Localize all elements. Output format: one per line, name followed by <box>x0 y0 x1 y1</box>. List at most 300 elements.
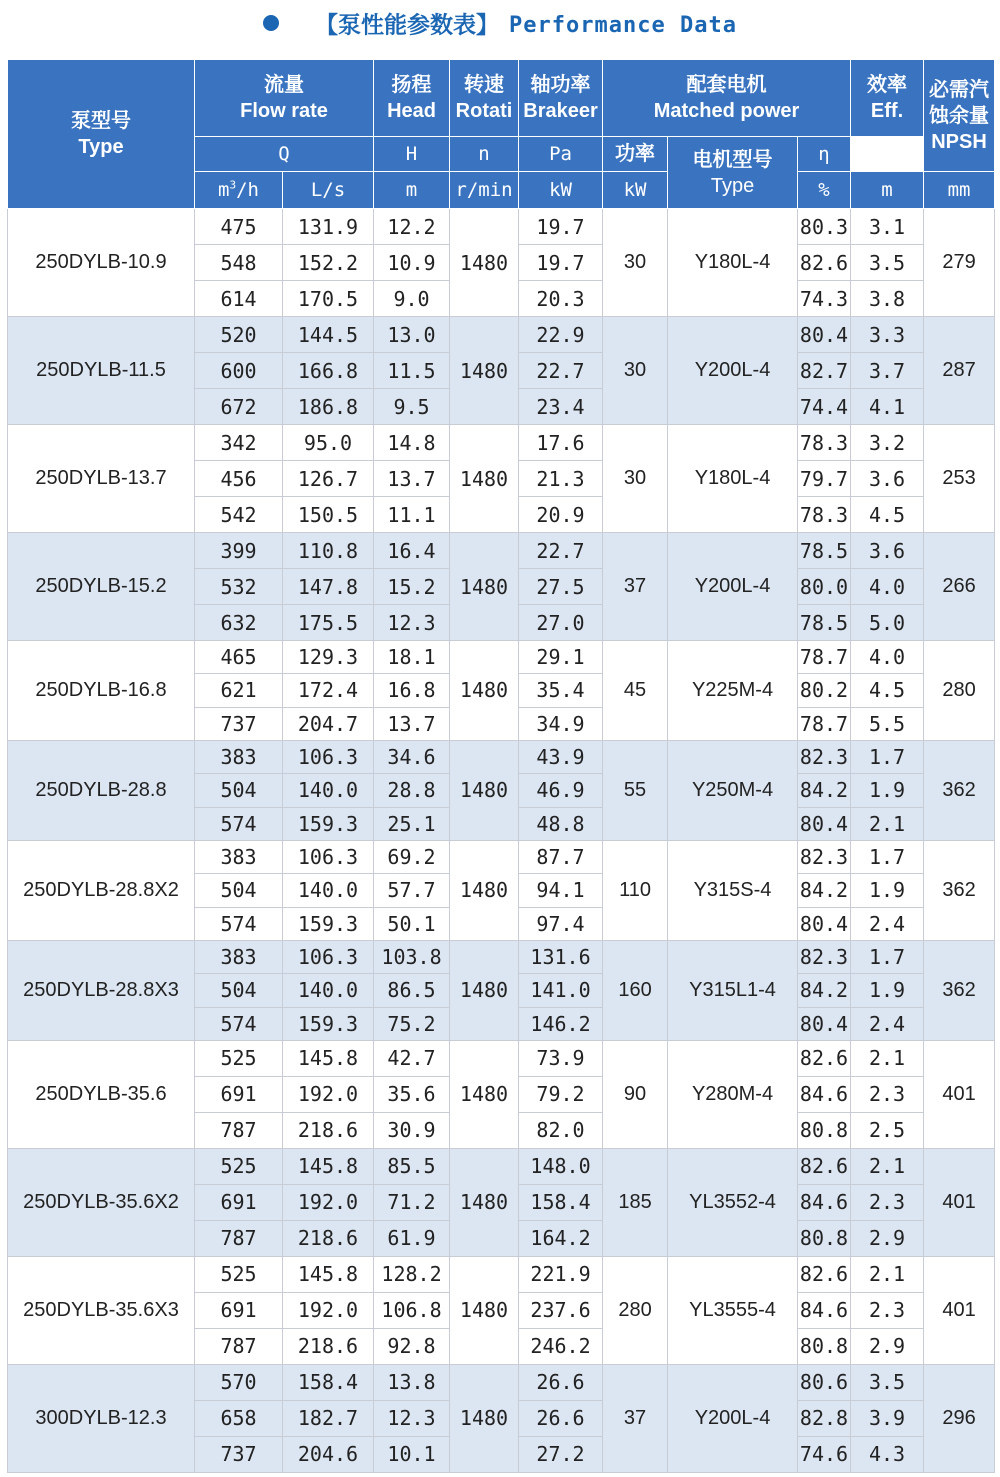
bullet-dot-icon <box>263 15 279 31</box>
flow-ls-cell: 129.3 <box>283 641 374 674</box>
npsh-cell: 5.0 <box>851 605 924 641</box>
efficiency-cell: 84.2 <box>798 874 851 907</box>
speed-cell: 1480 <box>450 840 519 940</box>
speed-cell: 1480 <box>450 1148 519 1256</box>
header-shaft-power: 轴功率 Brakeer <box>519 60 603 137</box>
table-row <box>8 740 995 773</box>
efficiency-cell: 74.3 <box>798 281 851 317</box>
flow-m3h-cell: 548 <box>195 245 283 281</box>
speed-cell: 1480 <box>450 1364 519 1472</box>
flow-ls-cell: 170.5 <box>283 281 374 317</box>
speed-cell: 1480 <box>450 317 519 425</box>
efficiency-cell: 82.6 <box>798 245 851 281</box>
shaft-power-cell: 19.7 <box>519 245 603 281</box>
header-unit-eff: % <box>798 172 851 209</box>
flow-ls-cell: 144.5 <box>283 317 374 353</box>
efficiency-cell: 82.8 <box>798 1400 851 1436</box>
shaft-power-cell: 26.6 <box>519 1400 603 1436</box>
flow-m3h-cell: 465 <box>195 641 283 674</box>
npsh-cell: 2.1 <box>851 1148 924 1184</box>
flow-ls-cell: 192.0 <box>283 1184 374 1220</box>
table-row <box>8 1364 995 1400</box>
flow-m3h-cell: 600 <box>195 353 283 389</box>
shaft-power-cell: 48.8 <box>519 807 603 840</box>
shaft-power-cell: 26.6 <box>519 1364 603 1400</box>
shaft-power-cell: 97.4 <box>519 907 603 940</box>
flow-ls-cell: 218.6 <box>283 1328 374 1364</box>
flow-ls-cell: 166.8 <box>283 353 374 389</box>
motor-power-cell: 280 <box>603 1256 668 1364</box>
header-power-label: 功率 <box>603 137 668 172</box>
pump-model: 250DYLB-35.6X3 <box>8 1256 195 1364</box>
motor-type-cell: Y180L-4 <box>668 209 798 317</box>
flow-ls-cell: 218.6 <box>283 1112 374 1148</box>
table-row <box>8 940 995 973</box>
flow-ls-cell: 192.0 <box>283 1292 374 1328</box>
shaft-power-cell: 22.7 <box>519 353 603 389</box>
table-header <box>8 60 995 209</box>
flow-ls-cell: 159.3 <box>283 1007 374 1040</box>
head-cell: 13.0 <box>374 317 450 353</box>
flow-m3h-cell: 672 <box>195 389 283 425</box>
header-speed: 转速 Rotati <box>450 60 519 137</box>
flow-ls-cell: 204.6 <box>283 1436 374 1472</box>
table-row <box>8 1040 995 1076</box>
npsh-cell: 2.1 <box>851 1040 924 1076</box>
flow-m3h-cell: 475 <box>195 209 283 245</box>
npsh-cell: 3.9 <box>851 1400 924 1436</box>
flow-ls-cell: 150.5 <box>283 497 374 533</box>
head-cell: 85.5 <box>374 1148 450 1184</box>
table-row <box>8 1148 995 1184</box>
flow-m3h-cell: 787 <box>195 1328 283 1364</box>
npsh-cell: 1.7 <box>851 740 924 773</box>
flow-ls-cell: 126.7 <box>283 461 374 497</box>
shaft-power-cell: 27.2 <box>519 1436 603 1472</box>
npsh-cell: 3.6 <box>851 461 924 497</box>
motor-type-cell: Y315S-4 <box>668 840 798 940</box>
pump-group <box>8 1040 995 1148</box>
efficiency-cell: 80.6 <box>798 1364 851 1400</box>
shaft-power-cell: 73.9 <box>519 1040 603 1076</box>
flow-m3h-cell: 383 <box>195 940 283 973</box>
head-cell: 11.1 <box>374 497 450 533</box>
motor-type-cell: Y180L-4 <box>668 425 798 533</box>
impeller-cell: 279 <box>924 209 995 317</box>
header-motor-type: 电机型号 Type <box>668 137 798 209</box>
head-cell: 10.9 <box>374 245 450 281</box>
flow-ls-cell: 186.8 <box>283 389 374 425</box>
efficiency-cell: 74.4 <box>798 389 851 425</box>
pump-group <box>8 425 995 533</box>
npsh-cell: 3.6 <box>851 533 924 569</box>
efficiency-cell: 78.7 <box>798 641 851 674</box>
motor-type-cell: Y225M-4 <box>668 641 798 741</box>
pump-model: 250DYLB-28.8X2 <box>8 840 195 940</box>
flow-m3h-cell: 520 <box>195 317 283 353</box>
header-eff-symbol: η <box>798 137 851 172</box>
flow-m3h-cell: 383 <box>195 740 283 773</box>
efficiency-cell: 82.3 <box>798 840 851 873</box>
head-cell: 13.8 <box>374 1364 450 1400</box>
shaft-power-cell: 19.7 <box>519 209 603 245</box>
npsh-cell: 1.9 <box>851 774 924 807</box>
motor-power-cell: 110 <box>603 840 668 940</box>
header-unit-ls: L/s <box>283 172 374 209</box>
header-unit-power: kW <box>603 172 668 209</box>
efficiency-cell: 84.2 <box>798 974 851 1007</box>
motor-type-cell: YL3552-4 <box>668 1148 798 1256</box>
flow-ls-cell: 106.3 <box>283 740 374 773</box>
pump-group <box>8 317 995 425</box>
flow-m3h-cell: 574 <box>195 1007 283 1040</box>
flow-m3h-cell: 525 <box>195 1040 283 1076</box>
head-cell: 50.1 <box>374 907 450 940</box>
flow-ls-cell: 159.3 <box>283 907 374 940</box>
flow-ls-cell: 159.3 <box>283 807 374 840</box>
flow-m3h-cell: 383 <box>195 840 283 873</box>
npsh-cell: 3.7 <box>851 353 924 389</box>
npsh-cell: 2.5 <box>851 1112 924 1148</box>
efficiency-cell: 79.7 <box>798 461 851 497</box>
npsh-cell: 4.5 <box>851 497 924 533</box>
npsh-cell: 1.9 <box>851 974 924 1007</box>
table-row <box>8 209 995 245</box>
head-cell: 13.7 <box>374 707 450 740</box>
flow-ls-cell: 147.8 <box>283 569 374 605</box>
speed-cell: 1480 <box>450 1040 519 1148</box>
head-cell: 103.8 <box>374 940 450 973</box>
impeller-cell: 401 <box>924 1256 995 1364</box>
motor-type-cell: YL3555-4 <box>668 1256 798 1364</box>
flow-m3h-cell: 456 <box>195 461 283 497</box>
flow-m3h-cell: 504 <box>195 774 283 807</box>
flow-ls-cell: 192.0 <box>283 1076 374 1112</box>
shaft-power-cell: 46.9 <box>519 774 603 807</box>
impeller-cell: 362 <box>924 840 995 940</box>
npsh-cell: 1.7 <box>851 840 924 873</box>
flow-m3h-cell: 691 <box>195 1076 283 1112</box>
npsh-cell: 4.3 <box>851 1436 924 1472</box>
flow-m3h-cell: 570 <box>195 1364 283 1400</box>
shaft-power-cell: 146.2 <box>519 1007 603 1040</box>
flow-ls-cell: 110.8 <box>283 533 374 569</box>
flow-m3h-cell: 691 <box>195 1292 283 1328</box>
npsh-cell: 4.0 <box>851 569 924 605</box>
pump-group <box>8 641 995 741</box>
motor-type-cell: Y250M-4 <box>668 740 798 840</box>
impeller-cell: 253 <box>924 425 995 533</box>
performance-table <box>7 59 995 1473</box>
efficiency-cell: 80.8 <box>798 1328 851 1364</box>
pump-group <box>8 740 995 840</box>
head-cell: 71.2 <box>374 1184 450 1220</box>
header-unit-npsh: m <box>851 172 924 209</box>
motor-power-cell: 30 <box>603 209 668 317</box>
table-row <box>8 317 995 353</box>
npsh-cell: 2.9 <box>851 1220 924 1256</box>
header-flow: 流量 Flow rate <box>195 60 374 137</box>
flow-ls-cell: 145.8 <box>283 1148 374 1184</box>
speed-cell: 1480 <box>450 740 519 840</box>
table-row <box>8 641 995 674</box>
shaft-power-cell: 23.4 <box>519 389 603 425</box>
shaft-power-cell: 141.0 <box>519 974 603 1007</box>
pump-model: 250DYLB-13.7 <box>8 425 195 533</box>
shaft-power-cell: 43.9 <box>519 740 603 773</box>
head-cell: 128.2 <box>374 1256 450 1292</box>
shaft-power-cell: 27.5 <box>519 569 603 605</box>
head-cell: 11.5 <box>374 353 450 389</box>
pump-group <box>8 940 995 1040</box>
impeller-cell: 266 <box>924 533 995 641</box>
efficiency-cell: 82.7 <box>798 353 851 389</box>
npsh-cell: 2.3 <box>851 1292 924 1328</box>
head-cell: 13.7 <box>374 461 450 497</box>
impeller-cell: 401 <box>924 1148 995 1256</box>
speed-cell: 1480 <box>450 641 519 741</box>
flow-m3h-cell: 542 <box>195 497 283 533</box>
header-npsh: 必需汽 蚀余量 NPSH <box>924 60 995 172</box>
head-cell: 16.4 <box>374 533 450 569</box>
npsh-cell: 3.5 <box>851 1364 924 1400</box>
speed-cell: 1480 <box>450 1256 519 1364</box>
efficiency-cell: 78.5 <box>798 533 851 569</box>
efficiency-cell: 80.4 <box>798 907 851 940</box>
shaft-power-cell: 221.9 <box>519 1256 603 1292</box>
pump-model: 250DYLB-10.9 <box>8 209 195 317</box>
flow-ls-cell: 175.5 <box>283 605 374 641</box>
flow-m3h-cell: 504 <box>195 974 283 1007</box>
shaft-power-cell: 131.6 <box>519 940 603 973</box>
table-row <box>8 840 995 873</box>
shaft-power-cell: 21.3 <box>519 461 603 497</box>
npsh-cell: 3.1 <box>851 209 924 245</box>
pump-group <box>8 1148 995 1256</box>
head-cell: 69.2 <box>374 840 450 873</box>
speed-cell: 1480 <box>450 425 519 533</box>
motor-power-cell: 30 <box>603 425 668 533</box>
efficiency-cell: 78.3 <box>798 497 851 533</box>
efficiency-cell: 80.3 <box>798 209 851 245</box>
flow-ls-cell: 106.3 <box>283 840 374 873</box>
flow-ls-cell: 172.4 <box>283 674 374 707</box>
flow-m3h-cell: 574 <box>195 907 283 940</box>
flow-m3h-cell: 574 <box>195 807 283 840</box>
npsh-cell: 2.1 <box>851 1256 924 1292</box>
impeller-cell: 401 <box>924 1040 995 1148</box>
head-cell: 35.6 <box>374 1076 450 1112</box>
title-en: Performance Data <box>509 12 737 38</box>
page-title <box>0 0 1000 56</box>
shaft-power-cell: 20.9 <box>519 497 603 533</box>
header-flow-symbol: Q <box>195 137 374 172</box>
pump-model: 300DYLB-12.3 <box>8 1364 195 1472</box>
table-row <box>8 533 995 569</box>
pump-group <box>8 209 995 317</box>
motor-type-cell: Y200L-4 <box>668 1364 798 1472</box>
flow-m3h-cell: 787 <box>195 1220 283 1256</box>
pump-model: 250DYLB-28.8X3 <box>8 940 195 1040</box>
pump-group <box>8 533 995 641</box>
npsh-cell: 3.2 <box>851 425 924 461</box>
motor-type-cell: Y200L-4 <box>668 317 798 425</box>
head-cell: 75.2 <box>374 1007 450 1040</box>
flow-ls-cell: 106.3 <box>283 940 374 973</box>
head-cell: 18.1 <box>374 641 450 674</box>
motor-power-cell: 45 <box>603 641 668 741</box>
shaft-power-cell: 22.9 <box>519 317 603 353</box>
header-unit-shaft: kW <box>519 172 603 209</box>
shaft-power-cell: 158.4 <box>519 1184 603 1220</box>
efficiency-cell: 80.0 <box>798 569 851 605</box>
motor-power-cell: 160 <box>603 940 668 1040</box>
head-cell: 16.8 <box>374 674 450 707</box>
header-efficiency: 效率 Eff. <box>851 60 924 137</box>
shaft-power-cell: 87.7 <box>519 840 603 873</box>
motor-power-cell: 37 <box>603 1364 668 1472</box>
flow-ls-cell: 145.8 <box>283 1040 374 1076</box>
flow-ls-cell: 204.7 <box>283 707 374 740</box>
efficiency-cell: 78.7 <box>798 707 851 740</box>
efficiency-cell: 80.4 <box>798 1007 851 1040</box>
flow-m3h-cell: 787 <box>195 1112 283 1148</box>
motor-power-cell: 55 <box>603 740 668 840</box>
motor-type-cell: Y280M-4 <box>668 1040 798 1148</box>
header-matched-motor: 配套电机 Matched power <box>603 60 851 137</box>
shaft-power-cell: 246.2 <box>519 1328 603 1364</box>
table-row <box>8 1256 995 1292</box>
title-cn: 【泵性能参数表】 <box>315 12 500 39</box>
flow-ls-cell: 140.0 <box>283 974 374 1007</box>
flow-m3h-cell: 532 <box>195 569 283 605</box>
pump-model: 250DYLB-35.6 <box>8 1040 195 1148</box>
flow-ls-cell: 131.9 <box>283 209 374 245</box>
flow-ls-cell: 140.0 <box>283 874 374 907</box>
flow-ls-cell: 218.6 <box>283 1220 374 1256</box>
motor-power-cell: 30 <box>603 317 668 425</box>
impeller-cell: 362 <box>924 740 995 840</box>
flow-m3h-cell: 525 <box>195 1256 283 1292</box>
npsh-cell: 2.4 <box>851 907 924 940</box>
npsh-cell: 2.9 <box>851 1328 924 1364</box>
motor-power-cell: 90 <box>603 1040 668 1148</box>
shaft-power-cell: 94.1 <box>519 874 603 907</box>
pump-model: 250DYLB-15.2 <box>8 533 195 641</box>
head-cell: 25.1 <box>374 807 450 840</box>
header-unit-m3h: $m^3/h$ <box>195 172 283 209</box>
flow-ls-cell: 95.0 <box>283 425 374 461</box>
impeller-cell: 287 <box>924 317 995 425</box>
speed-cell: 1480 <box>450 209 519 317</box>
head-cell: 12.3 <box>374 1400 450 1436</box>
head-cell: 10.1 <box>374 1436 450 1472</box>
head-cell: 12.2 <box>374 209 450 245</box>
head-cell: 28.8 <box>374 774 450 807</box>
npsh-cell: 3.5 <box>851 245 924 281</box>
efficiency-cell: 84.6 <box>798 1184 851 1220</box>
flow-m3h-cell: 632 <box>195 605 283 641</box>
motor-power-cell: 37 <box>603 533 668 641</box>
flow-m3h-cell: 658 <box>195 1400 283 1436</box>
shaft-power-cell: 35.4 <box>519 674 603 707</box>
shaft-power-cell: 27.0 <box>519 605 603 641</box>
efficiency-cell: 80.8 <box>798 1220 851 1256</box>
efficiency-cell: 82.6 <box>798 1040 851 1076</box>
efficiency-cell: 82.6 <box>798 1148 851 1184</box>
npsh-cell: 5.5 <box>851 707 924 740</box>
npsh-cell: 3.8 <box>851 281 924 317</box>
motor-type-cell: Y315L1-4 <box>668 940 798 1040</box>
header-head-symbol: H <box>374 137 450 172</box>
head-cell: 15.2 <box>374 569 450 605</box>
pump-group <box>8 1364 995 1472</box>
shaft-power-cell: 34.9 <box>519 707 603 740</box>
shaft-power-cell: 79.2 <box>519 1076 603 1112</box>
shaft-power-cell: 20.3 <box>519 281 603 317</box>
efficiency-cell: 74.6 <box>798 1436 851 1472</box>
shaft-power-cell: 22.7 <box>519 533 603 569</box>
npsh-cell: 2.1 <box>851 807 924 840</box>
head-cell: 12.3 <box>374 605 450 641</box>
head-cell: 34.6 <box>374 740 450 773</box>
flow-m3h-cell: 621 <box>195 674 283 707</box>
npsh-cell: 1.9 <box>851 874 924 907</box>
shaft-power-cell: 237.6 <box>519 1292 603 1328</box>
impeller-cell: 280 <box>924 641 995 741</box>
head-cell: 42.7 <box>374 1040 450 1076</box>
efficiency-cell: 78.3 <box>798 425 851 461</box>
efficiency-cell: 84.6 <box>798 1292 851 1328</box>
efficiency-cell: 82.3 <box>798 740 851 773</box>
flow-m3h-cell: 399 <box>195 533 283 569</box>
header-unit-impeller: mm <box>924 172 995 209</box>
impeller-cell: 362 <box>924 940 995 1040</box>
head-cell: 14.8 <box>374 425 450 461</box>
efficiency-cell: 80.8 <box>798 1112 851 1148</box>
npsh-cell: 4.1 <box>851 389 924 425</box>
efficiency-cell: 80.4 <box>798 317 851 353</box>
flow-m3h-cell: 691 <box>195 1184 283 1220</box>
flow-m3h-cell: 737 <box>195 1436 283 1472</box>
efficiency-cell: 84.2 <box>798 774 851 807</box>
npsh-cell: 2.3 <box>851 1184 924 1220</box>
pump-model: 250DYLB-11.5 <box>8 317 195 425</box>
flow-m3h-cell: 504 <box>195 874 283 907</box>
head-cell: 30.9 <box>374 1112 450 1148</box>
flow-ls-cell: 145.8 <box>283 1256 374 1292</box>
flow-m3h-cell: 342 <box>195 425 283 461</box>
efficiency-cell: 84.6 <box>798 1076 851 1112</box>
npsh-cell: 4.5 <box>851 674 924 707</box>
speed-cell: 1480 <box>450 533 519 641</box>
header-shaft-symbol: Pa <box>519 137 603 172</box>
impeller-cell: 296 <box>924 1364 995 1472</box>
head-cell: 9.0 <box>374 281 450 317</box>
shaft-power-cell: 164.2 <box>519 1220 603 1256</box>
speed-cell: 1480 <box>450 940 519 1040</box>
shaft-power-cell: 17.6 <box>519 425 603 461</box>
shaft-power-cell: 82.0 <box>519 1112 603 1148</box>
efficiency-cell: 82.6 <box>798 1256 851 1292</box>
flow-m3h-cell: 525 <box>195 1148 283 1184</box>
head-cell: 106.8 <box>374 1292 450 1328</box>
npsh-cell: 3.3 <box>851 317 924 353</box>
npsh-cell: 4.0 <box>851 641 924 674</box>
flow-ls-cell: 152.2 <box>283 245 374 281</box>
efficiency-cell: 78.5 <box>798 605 851 641</box>
head-cell: 9.5 <box>374 389 450 425</box>
